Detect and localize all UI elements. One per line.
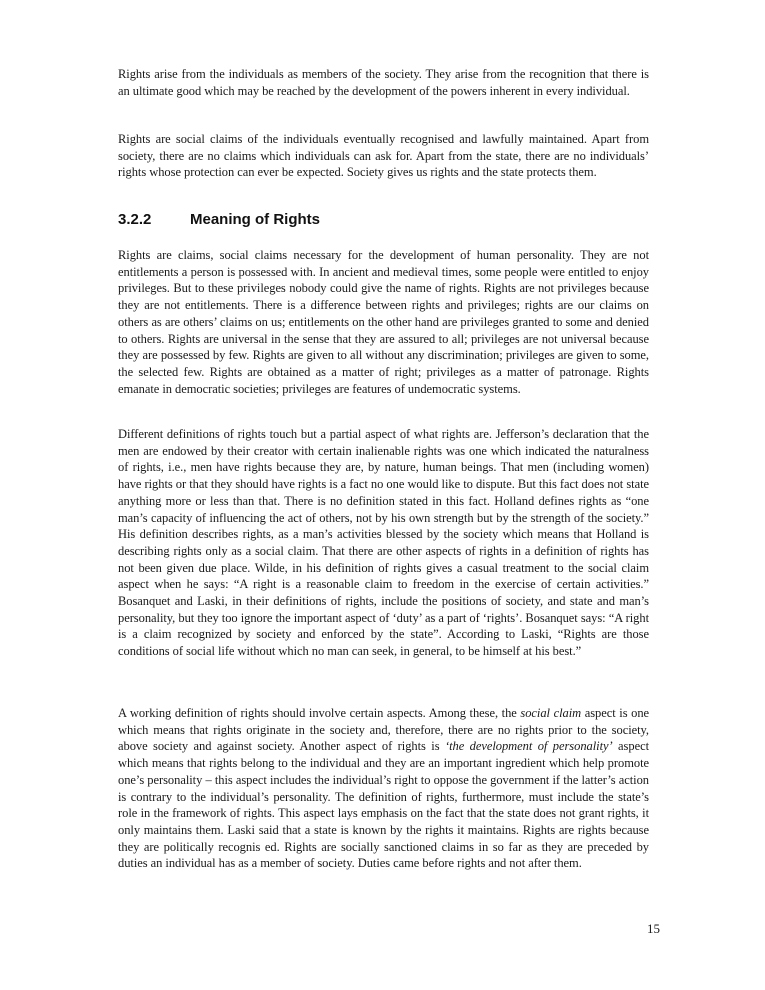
- paragraph-social-claims: Rights are social claims of the individuals eventually recognised and lawfully maintained. Apart from society, there are no claims which individuals can ask for. Apart from the state, there are no individuals’ rights whose protection can ever be expected. Society gives us rights and the state protects them.: [118, 132, 649, 180]
- section-title: Meaning of Rights: [190, 211, 320, 228]
- section-heading: [118, 210, 320, 230]
- paragraph-rights-arise: Rights arise from the individuals as members of the society. They arise from the recognition that there is an ultimate good which may be reached by the development of the powers inherent in every individual.: [118, 67, 649, 98]
- p5-emphasis-social-claim: social claim: [520, 706, 582, 720]
- p5-text-a: A working definition of rights should involve certain aspects. Among these, the: [118, 706, 521, 720]
- p5-text-b: aspect is one which means that rights originate in the society and, therefore, there are no rights prior to the society, above society and against society. Another aspect of rights is: [118, 706, 650, 754]
- section-number: 3.2.2: [118, 211, 152, 228]
- p5-text-c: aspect which means that rights belong to the individual and they are an important ingredient which help promote one’s personality – this aspect includes the individual’s right to oppose the government if the latter’s action is contrary to the individual’s personality. The definition of rights, furthermore, must include the state’s role in the framework of rights. This aspect lays emphasis on the fact that the state does not grant rights, it only maintains them. Laski said that a state is known by the rights it maintains. Rights are rights because they are politically recognis ed. Rights are socially sanctioned claims in so far as they are preceded by duties an individual has as a member of society. Duties came before rights and not after them.: [118, 739, 649, 871]
- paragraph-working-definition: [118, 705, 649, 872]
- p5-emphasis-development: ‘the development of personality’: [444, 739, 613, 754]
- paragraph-rights-are-claims: Rights are claims, social claims necessary for the development of human personality. They are not entitlements a person is possessed with. In ancient and medieval times, some people were entitled to enjoy privileges. But to these privileges nobody could give the name of rights. Rights are not privileges because they are not entitlements. There is a difference between rights and privileges; rights are our claims on others as are others’ claims on us; entitlements on the other hand are privileges granted to some and denied to others. Rights are universal in the sense that they are assured to all; privileges are not universal because they are possessed by few. Rights are given to all without any discrimination; privileges are given to some, the selected few. Rights are obtained as a matter of right; privileges as a matter of patronage. Rights emanate in democratic societies; privileges are features of undemocratic systems.: [118, 248, 649, 396]
- paragraph-definitions: Different definitions of rights touch but a partial aspect of what rights are. Jefferson’s declaration that the men are endowed by their creator with certain inalienable rights was one which indicated the naturalness of rights, i.e., men have rights because they are, by nature, human beings. That men (including women) have rights or that they should have rights is a fact no one would like to dispute. But this fact does not state anything more or less than that. There is no definition stated in this fact. Holland defines rights as “one man’s capacity of influencing the act of others, not by his own strength but by the strength of the society.” His definition describes rights, as a man’s activities blessed by the society which means that Holland is describing rights only as a social claim. That there are other aspects of rights in a definition of rights has not been given due place. Wilde, in his definition of rights gives a casual treatment to the social claim aspect when he says: “A right is a reasonable claim to freedom in the exercise of certain activities.” Bosanquet and Laski, in their definitions of rights, include the positions of society, and state and man’s personality, but they too ignore the important aspect of ‘duty’ as a part of ‘rights’. Bosanquet says: “A right is a claim recognized by society and enforced by the state”. According to Laski, “Rights are those conditions of social life without which no man can seek, in general, to be himself at his best.”: [118, 427, 649, 659]
- page-number: 15: [647, 921, 660, 936]
